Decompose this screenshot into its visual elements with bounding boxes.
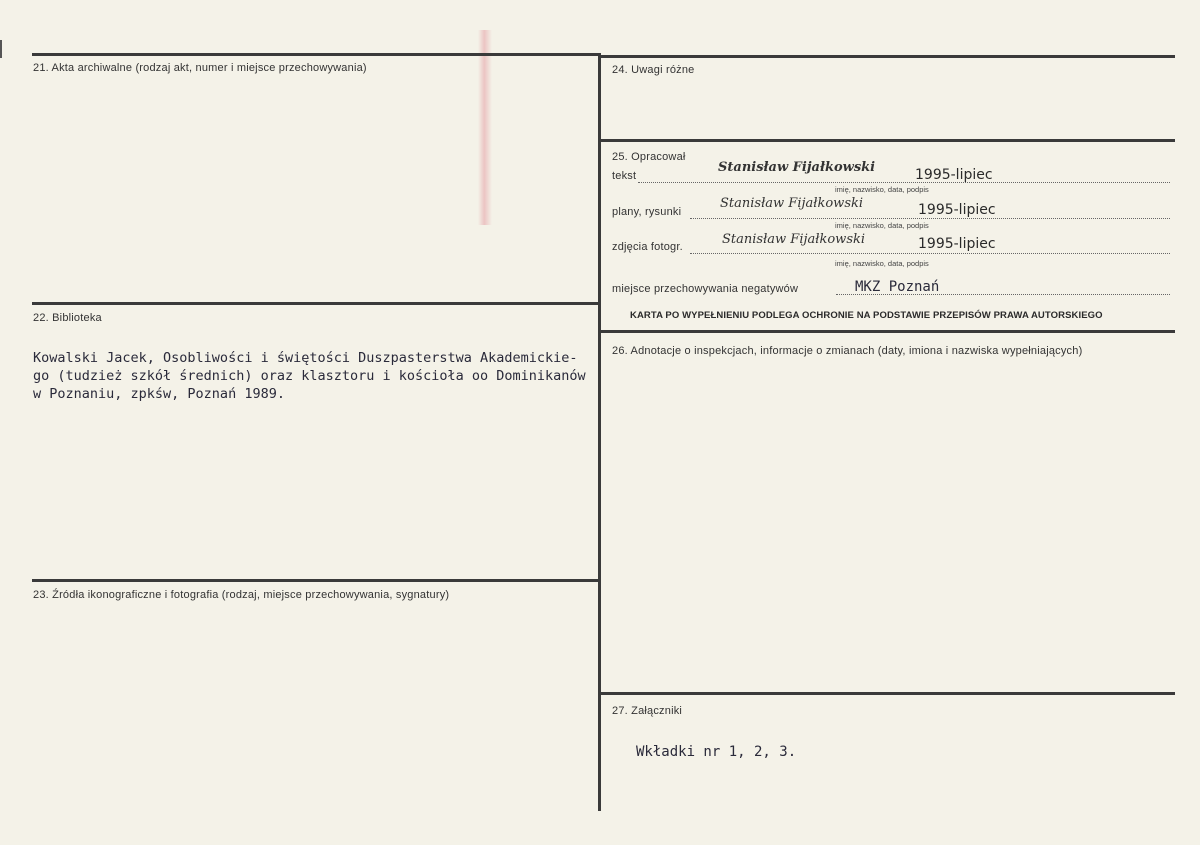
rule-26-27 bbox=[600, 692, 1175, 695]
row-plans-date: 1995-lipiec bbox=[918, 202, 996, 218]
section-22-label: 22. Biblioteka bbox=[33, 312, 102, 324]
row-photos-dotline bbox=[690, 253, 1170, 254]
section-21-label: 21. Akta archiwalne (rodzaj akt, numer i miejsce przechowywania) bbox=[33, 62, 367, 74]
row-photos-label: zdjęcia fotogr. bbox=[612, 241, 683, 253]
bibliography-line-1: Kowalski Jacek, Osobliwości i świętości Duszpasterstwa Akademickie- bbox=[33, 350, 578, 366]
rule-22-23 bbox=[32, 579, 600, 582]
row-photos-name: Stanisław Fijałkowski bbox=[722, 232, 866, 247]
row-text-caption: imię, nazwisko, data, podpis bbox=[835, 185, 929, 194]
bibliography-line-2: go (tudzież szkół średnich) oraz klasztoru i kościoła oo Dominikanów bbox=[33, 368, 586, 384]
section-26-label: 26. Adnotacje o inspekcjach, informacje o zmianach (daty, imiona i nazwiska wypełniających) bbox=[612, 345, 1083, 357]
negatives-label: miejsce przechowywania negatywów bbox=[612, 283, 799, 295]
row-text-name: Stanisław Fijałkowski bbox=[718, 160, 876, 175]
section-23-label: 23. Źródła ikonograficzne i fotografia (rodzaj, miejsce przechowywania, sygnatury) bbox=[33, 589, 450, 601]
row-text-date: 1995-lipiec bbox=[915, 167, 993, 183]
row-plans-name: Stanisław Fijałkowski bbox=[720, 196, 864, 211]
row-text-dotline bbox=[638, 182, 1170, 183]
rule-25-26 bbox=[600, 330, 1175, 333]
top-rule-right bbox=[600, 55, 1175, 58]
section-27-label: 27. Załączniki bbox=[612, 705, 683, 717]
row-plans-dotline bbox=[690, 218, 1170, 219]
top-rule-left bbox=[32, 53, 600, 56]
edge-mark bbox=[0, 40, 2, 58]
negatives-value: MKZ Poznań bbox=[855, 279, 940, 295]
section-25-label: 25. Opracował bbox=[612, 151, 686, 163]
copyright-notice: KARTA PO WYPEŁNIENIU PODLEGA OCHRONIE NA PODSTAWIE PRZEPISÓW PRAWA AUTORSKIEGO bbox=[630, 310, 1103, 321]
row-photos-date: 1995-lipiec bbox=[918, 236, 996, 252]
row-plans-label: plany, rysunki bbox=[612, 206, 682, 218]
section-24-label: 24. Uwagi różne bbox=[612, 64, 695, 76]
row-photos-caption: imię, nazwisko, data, podpis bbox=[835, 259, 929, 268]
bibliography-line-3: w Poznaniu, zpkśw, Poznań 1989. bbox=[33, 386, 285, 402]
rule-21-22 bbox=[32, 302, 600, 305]
center-divider bbox=[598, 53, 601, 811]
row-text-label: tekst bbox=[612, 170, 637, 182]
row-plans-caption: imię, nazwisko, data, podpis bbox=[835, 221, 929, 230]
attachments-value: Wkładki nr 1, 2, 3. bbox=[636, 744, 797, 760]
rule-24-25 bbox=[600, 139, 1175, 142]
red-ink-mark bbox=[478, 30, 492, 225]
